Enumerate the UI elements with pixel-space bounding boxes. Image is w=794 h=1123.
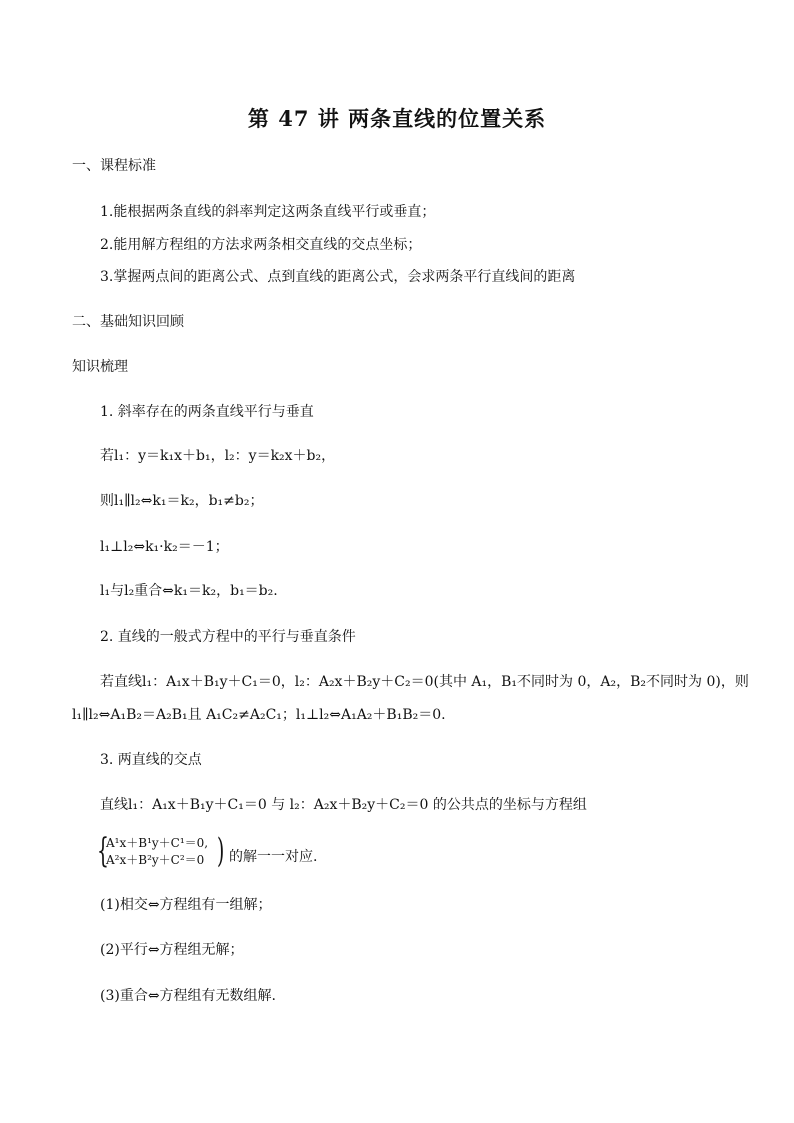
point-3-line-1: 直线l₁：A₁x＋B₁y＋C₁＝0 与 l₂：A₂x＋B₂y＋C₂＝0 的公共点的坐标与方程组 — [100, 797, 587, 813]
page-title: 第 47 讲 两条直线的位置关系 — [247, 106, 547, 131]
left-brace: { — [97, 831, 109, 871]
point-2-line-1: 若直线l₁：A₁x＋B₁y＋C₁＝0，l₂：A₂x＋B₂y＋C₂＝0(其中 A₁，B₁不同时为 0，A₂，B₂不同时为 0)，则 — [100, 674, 749, 690]
point-1-line-1: 若l₁：y＝k₁x＋b₁，l₂：y＝k₂x＋b₂， — [100, 448, 336, 464]
section-heading-course-standard: 一、课程标准 — [72, 158, 156, 174]
subheading-knowledge-summary: 知识梳理 — [72, 359, 128, 375]
right-paren: ) — [217, 831, 225, 871]
equation-system — [97, 831, 318, 872]
point-2-line-2: l₁∥l₂⇔A₁B₂＝A₂B₁且 A₁C₂≠A₂C₁；l₁⊥l₂⇔A₁A₂＋B₁B₂＝0. — [72, 707, 446, 723]
system-equation-2: A²x＋B²y＋C²＝0 — [106, 853, 205, 867]
standard-item-3: 3.掌握两点间的距离公式、点到直线的距离公式，会求两条平行直线间的距离 — [100, 269, 576, 285]
case-3: (3)重合⇔方程组有无数组解. — [100, 988, 277, 1004]
point-2-title: 2. 直线的一般式方程中的平行与垂直条件 — [100, 629, 356, 645]
standard-item-1: 1.能根据两条直线的斜率判定这两条直线平行或垂直； — [100, 204, 436, 220]
standard-item-2: 2.能用解方程组的方法求两条相交直线的交点坐标； — [100, 237, 422, 253]
case-2: (2)平行⇔方程组无解； — [100, 942, 244, 958]
system-caption: 的解一一对应. — [229, 849, 318, 865]
point-1-line-2: 则l₁∥l₂⇔k₁＝k₂，b₁≠b₂； — [100, 493, 264, 509]
point-1-line-3: l₁⊥l₂⇔k₁·k₂＝－1； — [100, 539, 229, 555]
system-equation-1: A¹x＋B¹y＋C¹＝0, — [106, 836, 209, 850]
point-3-title: 3. 两直线的交点 — [100, 752, 202, 768]
section-heading-basic-knowledge: 二、基础知识回顾 — [72, 314, 184, 330]
point-1-title: 1. 斜率存在的两条直线平行与垂直 — [100, 404, 314, 420]
case-1: (1)相交⇔方程组有一组解； — [100, 897, 272, 913]
point-1-line-4: l₁与l₂重合⇔k₁＝k₂，b₁＝b₂. — [100, 583, 278, 599]
